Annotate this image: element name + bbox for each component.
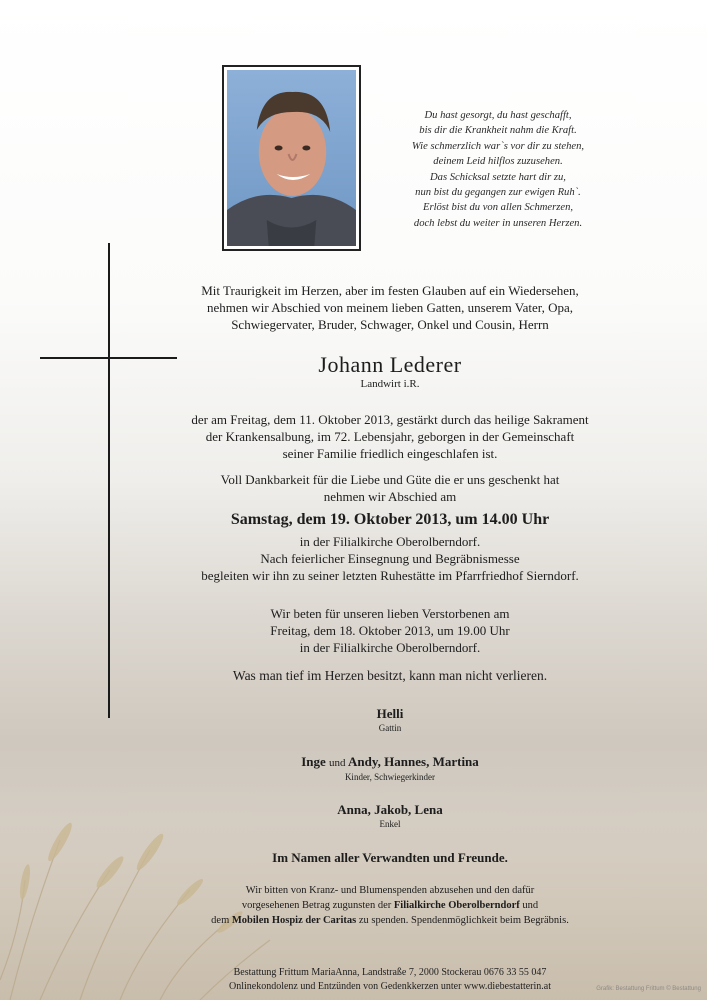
poem [368,108,628,231]
family-spouse [130,706,650,734]
donation-recipient-church: Filialkirche Oberolberndorf [393,900,520,911]
quote-block [130,667,650,684]
gratitude-text [130,471,650,505]
poem-line: deinem Leid hilflos zuzusehen. [433,156,563,168]
spouse-name: Helli [376,706,404,721]
intro-line: Schwiegervater, Bruder, Schwager, Onkel und Cousin, Herrn [231,317,549,332]
donation-text: zu spenden. Spendenmöglichkeit beim Begräbnis. [358,915,569,926]
children-name-b: Andy, Hannes, Martina [348,754,479,769]
poem-line: Du hast gesorgt, du hast geschafft, [424,110,572,121]
cross-icon-vertical [108,243,110,718]
poem-line: bis dir die Krankheit nahm die Kraft. [419,125,577,137]
donation-recipient-hospice: Mobilen Hospiz der Caritas [231,915,357,926]
footer [130,966,650,994]
prayer-line: in der Filialkirche Oberolberndorf. [299,640,481,655]
intro-text [130,282,650,333]
watermark: Grafik: Bestattung Frittum © Bestattung [596,986,701,992]
intro-line: nehmen wir Abschied von meinem lieben Gatten, unserem Vater, Opa, [206,300,574,315]
death-notice-line: seiner Familie friedlich eingeschlafen ist. [282,446,498,461]
deceased-name: Johann Lederer [318,352,462,377]
gratitude-line: nehmen wir Abschied am [323,489,457,504]
funeral-details-line: begleiten wir ihn zu seiner letzten Ruhestätte im Pfarrfriedhof Sierndorf. [201,568,579,583]
deceased-block [130,352,650,391]
children-name-a: Inge [301,754,326,769]
prayer-notice [130,605,650,656]
intro-line: Mit Traurigkeit im Herzen, aber im festen Glauben auf ein Wiedersehen, [201,283,579,298]
funeral-date: Samstag, dem 19. Oktober 2013, um 14.00 Uhr [230,511,550,528]
grandchildren-relation: Enkel [379,819,401,829]
poem-line: doch lebst du weiter in unseren Herzen. [413,217,583,229]
children-relation: Kinder, Schwiegerkinder [344,772,436,782]
poem-line: Wie schmerzlich war`s vor dir zu stehen, [411,140,585,152]
portrait-photo-frame [222,65,361,251]
donation-text: und [522,900,539,911]
donation-text: vorgesehenen Betrag zugunsten der [241,900,392,911]
death-notice [130,411,650,462]
closing-text: Im Namen aller Verwandten und Freunde. [272,850,508,865]
funeral-date-block [130,510,650,530]
prayer-line: Freitag, dem 18. Oktober 2013, um 19.00 Uhr [270,623,510,638]
funeral-details-line: Nach feierlicher Einsegnung und Begräbnismesse [260,551,520,566]
grandchildren-names: Anna, Jakob, Lena [337,802,443,817]
poem-line: Erlöst bist du von allen Schmerzen, [422,202,574,214]
donation-line [130,898,650,913]
spouse-relation: Gattin [378,723,402,733]
death-notice-line: der am Freitag, dem 11. Oktober 2013, gestärkt durch das heilige Sakrament [191,412,589,427]
donation-line: Wir bitten von Kranz- und Blumenspenden abzusehen und den dafür [245,885,535,896]
poem-line: nun bist du gegangen zur ewigen Ruh`. [415,187,581,199]
quote: Was man tief im Herzen besitzt, kann man nicht verlieren. [232,668,548,683]
prayer-line: Wir beten für unseren lieben Verstorbenen am [270,606,510,621]
deceased-title: Landwirt i.R. [360,378,420,390]
children-und: und [329,757,346,769]
funeral-details [130,533,650,584]
footer-line: Bestattung Frittum MariaAnna, Landstraße 7, 2000 Stockerau 0676 33 55 047 [233,967,547,978]
family-grandchildren [130,802,650,830]
family-children [130,754,650,783]
closing-block [130,850,650,866]
portrait-photo [227,70,356,246]
children-names [130,754,650,771]
poem-line: Das Schicksal setzte hart dir zu, [430,171,566,183]
donation-text: dem [211,915,230,926]
donation-line [130,913,650,928]
gratitude-line: Voll Dankbarkeit für die Liebe und Güte die er uns geschenkt hat [220,472,560,487]
donation-note [130,883,650,928]
funeral-details-line: in der Filialkirche Oberolberndorf. [299,534,481,549]
death-notice-line: der Krankensalbung, im 72. Lebensjahr, geborgen in der Gemeinschaft [205,429,575,444]
footer-line: Onlinekondolenz und Entzünden von Gedenkkerzen unter www.diebestatterin.at [228,981,552,992]
